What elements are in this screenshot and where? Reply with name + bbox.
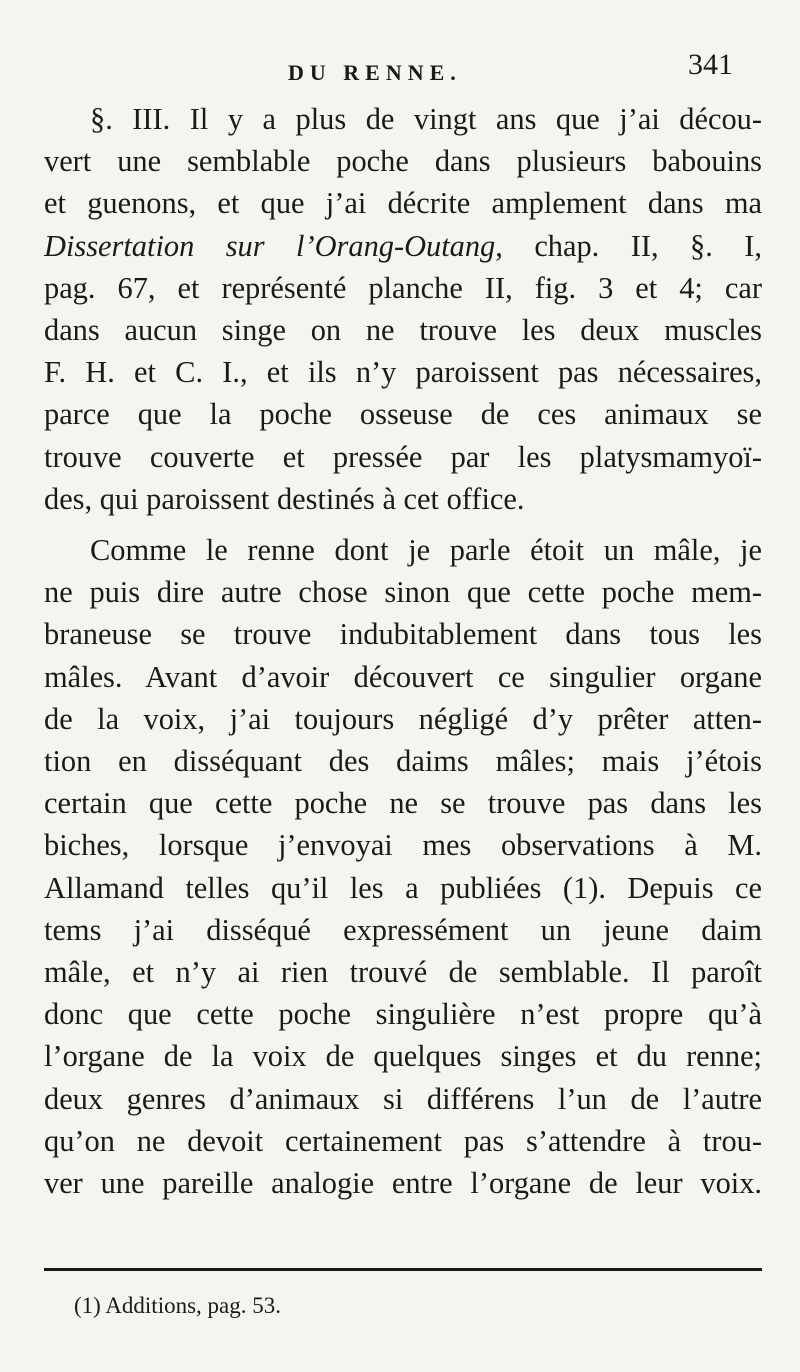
text-line: §. III. Il y a plus de vingt ans que j’ai décou- bbox=[90, 102, 762, 136]
text-line: mâles. Avant d’avoir découvert ce singulier organe bbox=[44, 659, 762, 694]
text-line: dans aucun singe on ne trouve les deux muscles bbox=[44, 313, 762, 348]
text-line: tems j’ai disséqué expressément un jeune daim bbox=[44, 912, 762, 947]
text-line: qu’on ne devoit certainement pas s’attendre à trou- bbox=[44, 1123, 762, 1158]
body-text bbox=[44, 98, 762, 1204]
text-line: trouve couverte et pressée par les platysmamyoï- bbox=[44, 439, 762, 474]
page-number: 341 bbox=[688, 48, 733, 81]
text-line: donc que cette poche singulière n’est propre qu’à bbox=[44, 997, 762, 1032]
text-line: et guenons, et que j’ai décrite amplement dans ma bbox=[44, 186, 762, 221]
text-line: pag. 67, et représenté planche II, fig. 3 et 4; car bbox=[44, 270, 762, 305]
text-line: ver une pareille analogie entre l’organe de leur voix. bbox=[44, 1166, 762, 1201]
text-line: l’organe de la voix de quelques singes et du renne; bbox=[44, 1039, 762, 1074]
text-line: parce que la poche osseuse de ces animaux se bbox=[44, 397, 762, 432]
paragraph-2 bbox=[44, 529, 762, 1204]
text-line: des, qui paroissent destinés à cet office. bbox=[44, 481, 525, 516]
text-line: biches, lorsque j’envoyai mes observations à M. bbox=[44, 828, 762, 863]
text-line: Allamand telles qu’il les a publiées (1). Depuis ce bbox=[44, 870, 762, 905]
text-line: mâle, et n’y ai rien trouvé de semblable. Il paroît bbox=[44, 955, 762, 990]
text-line: deux genres d’animaux si différens l’un de l’autre bbox=[44, 1081, 762, 1116]
text-line: ne puis dire autre chose sinon que cette poche mem- bbox=[44, 575, 762, 610]
text-line: F. H. et C. I., et ils n’y paroissent pas nécessaires, bbox=[44, 355, 762, 390]
text-line: de la voix, j’ai toujours négligé d’y prêter atten- bbox=[44, 701, 762, 736]
text-line: tion en disséquant des daims mâles; mais j’étois bbox=[44, 744, 762, 779]
page-header bbox=[0, 44, 800, 94]
text-line: Comme le renne dont je parle étoit un mâle, je bbox=[90, 533, 762, 568]
text-line: vert une semblable poche dans plusieurs babouins bbox=[44, 144, 762, 179]
text-line: braneuse se trouve indubitablement dans tous les bbox=[44, 617, 762, 652]
text-line: certain que cette poche ne se trouve pas dans les bbox=[44, 786, 762, 821]
footnote: (1) Additions, pag. 53. bbox=[74, 1293, 281, 1318]
running-head: DU RENNE. bbox=[288, 60, 462, 85]
text-line bbox=[44, 225, 762, 267]
paragraph-1 bbox=[44, 98, 762, 520]
text-span: , chap. II, §. I, bbox=[495, 228, 762, 263]
italic-title: Dissertation sur l’Orang-Outang bbox=[44, 228, 496, 263]
footnote-rule bbox=[44, 1268, 762, 1271]
